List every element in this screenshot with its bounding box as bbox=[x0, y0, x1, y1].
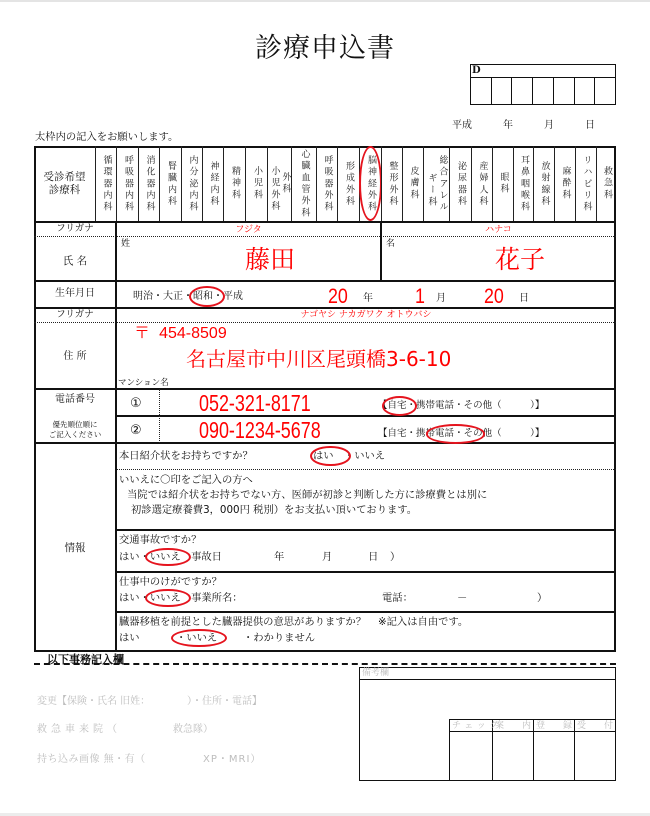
office-change-text-b: ）・住所・電話】 bbox=[187, 696, 262, 707]
name-label: 氏 名 bbox=[62, 255, 88, 267]
option-separator: ・ bbox=[333, 450, 355, 462]
organ-yes[interactable]: はい bbox=[119, 632, 140, 644]
phone-type-2-options bbox=[378, 429, 544, 439]
id-digit-cell[interactable] bbox=[491, 78, 512, 104]
row-divider bbox=[116, 529, 616, 531]
check-table-divider bbox=[574, 719, 575, 781]
row-divider bbox=[34, 280, 616, 282]
era-meiji[interactable]: 明治 bbox=[133, 291, 153, 302]
era-separator: ・ bbox=[183, 291, 193, 302]
department-label: 麻酔科 bbox=[560, 166, 571, 202]
check-table-divider bbox=[533, 719, 534, 781]
id-digit-cell[interactable] bbox=[511, 78, 532, 104]
check-column-registration: 登 録 bbox=[536, 721, 572, 731]
check-cell-reception[interactable] bbox=[576, 733, 615, 780]
mansion-label: マンション名 bbox=[118, 378, 169, 388]
option-separator: ・ bbox=[139, 592, 150, 604]
department-label: 形成外科 bbox=[344, 160, 354, 208]
work-question: 仕事中のけがですか？ bbox=[119, 576, 222, 588]
department-rehabilitation[interactable] bbox=[575, 146, 596, 222]
check-cell-registration[interactable] bbox=[535, 733, 574, 780]
phone-2-type-other[interactable]: その他 bbox=[463, 428, 493, 439]
option-separator: ・ bbox=[176, 632, 187, 644]
birth-day-field[interactable] bbox=[484, 286, 507, 307]
department-label: 耳鼻咽喉科 bbox=[519, 154, 529, 214]
era-heisei[interactable]: 平成 bbox=[223, 291, 243, 302]
family-name-label: 姓 bbox=[121, 239, 131, 249]
organ-question: 臓器移植を前提とした臓器提供の意思がありますか？ bbox=[119, 616, 367, 628]
given-furigana-field[interactable]: ハナコ bbox=[485, 225, 512, 235]
birth-month-field[interactable] bbox=[415, 286, 427, 307]
organ-note: ※記入は自由です。 bbox=[378, 616, 469, 628]
office-name-label: 事業所名： bbox=[180, 592, 243, 604]
birth-year-field[interactable] bbox=[328, 286, 351, 307]
phone-1-type-other[interactable]: その他 bbox=[463, 400, 493, 411]
department-label: 整形外科 bbox=[387, 160, 398, 208]
bracket-open: 【 bbox=[378, 428, 388, 439]
date-year-unit: 年 bbox=[503, 120, 513, 131]
accident-date-label: 事故日 bbox=[180, 551, 222, 563]
given-name-label: 名 bbox=[386, 239, 396, 249]
id-digit-cell[interactable] bbox=[594, 78, 615, 104]
department-pediatric-surgery[interactable] bbox=[267, 146, 291, 222]
other-paren: （ ） bbox=[492, 400, 535, 411]
office-use-dashed-line bbox=[34, 663, 616, 665]
department-label: 消化器内科 bbox=[144, 154, 155, 214]
address-furigana-label: フリガナ bbox=[56, 309, 94, 320]
department-label: 皮膚科 bbox=[408, 166, 419, 202]
phone-note-line1: 優先順位順に bbox=[52, 420, 98, 429]
notice-line1: 当院では紹介状をお持ちでない方、医師が初診と判断した方に診療費とは別に bbox=[127, 489, 488, 501]
given-name-field[interactable]: 花子 bbox=[495, 245, 546, 274]
phone-label: 電話番号 bbox=[55, 394, 95, 405]
form-title: 診療申込書 bbox=[255, 33, 395, 64]
birth-day-value: 20 bbox=[484, 285, 504, 308]
referral-question: 本日紹介状をお持ちですか？ bbox=[119, 450, 253, 462]
era-separator: ・ bbox=[213, 291, 223, 302]
page-edge-top bbox=[0, 0, 650, 2]
department-label: 小児外科 bbox=[269, 165, 280, 213]
department-label: 循環器内科 bbox=[101, 154, 112, 214]
check-column-guidance: 案 内 bbox=[495, 721, 531, 731]
check-cell-check[interactable] bbox=[451, 733, 492, 780]
row-divider bbox=[116, 571, 616, 573]
department-radiology[interactable] bbox=[533, 146, 554, 222]
check-column-reception: 受 付 bbox=[577, 721, 613, 731]
info-label: 情報 bbox=[64, 542, 86, 554]
office-ambulance-text-b: 救急隊） bbox=[173, 724, 213, 735]
era-taisho[interactable]: 大正 bbox=[163, 291, 183, 302]
phone-1-type-mobile[interactable]: 携帯電話 bbox=[416, 400, 455, 411]
phone-number-1-field[interactable] bbox=[199, 392, 342, 416]
type-separator: ・ bbox=[454, 428, 464, 439]
phone-index-1: ① bbox=[130, 396, 142, 411]
department-emergency[interactable] bbox=[596, 146, 616, 222]
birth-day-unit: 日 bbox=[519, 293, 529, 304]
department-label: 放射線科 bbox=[539, 160, 550, 208]
work-options bbox=[119, 593, 243, 603]
phone-2-type-mobile-selected[interactable]: 携帯電話 bbox=[416, 428, 455, 439]
department-endocrinology[interactable] bbox=[181, 146, 202, 222]
birth-label: 生年月日 bbox=[55, 288, 95, 299]
department-header-line2: 診療科 bbox=[48, 184, 81, 196]
office-ambulance-text-a: 救急車来院（ bbox=[37, 724, 121, 735]
organ-unknown[interactable]: ・わかりません bbox=[243, 632, 316, 644]
era-options bbox=[133, 292, 243, 302]
patient-id-cells bbox=[471, 78, 615, 104]
department-label: 泌尿器科 bbox=[456, 160, 466, 208]
accident-day-unit: 日 bbox=[368, 551, 379, 563]
referral-options bbox=[313, 451, 385, 461]
department-dermatology[interactable] bbox=[402, 146, 423, 222]
row-divider-dotted bbox=[34, 236, 616, 237]
department-pediatrics[interactable] bbox=[245, 146, 267, 222]
phone-type-1-options bbox=[378, 401, 544, 411]
department-nephrology[interactable] bbox=[159, 146, 181, 222]
referral-no[interactable]: いいえ bbox=[354, 450, 386, 462]
name-furigana-label: フリガナ bbox=[56, 223, 94, 234]
postal-code-field[interactable] bbox=[134, 325, 227, 342]
work-no-selected[interactable]: いいえ bbox=[149, 592, 181, 604]
bracket-open: 【 bbox=[378, 400, 388, 411]
office-images-text-b: XP・MRI） bbox=[203, 754, 262, 765]
traffic-options bbox=[119, 552, 222, 562]
department-label: 呼吸器内科 bbox=[123, 154, 133, 214]
work-phone-label: 電話： bbox=[382, 592, 413, 604]
department-psychiatry[interactable] bbox=[223, 146, 245, 222]
department-label: 総合アレル bbox=[437, 154, 448, 214]
remarks-header-divider bbox=[359, 679, 616, 680]
era-separator: ・ bbox=[153, 291, 163, 302]
birth-month-value: 1 bbox=[415, 285, 425, 308]
family-furigana-field[interactable]: フジタ bbox=[235, 225, 262, 235]
id-digit-cell[interactable] bbox=[532, 78, 553, 104]
department-plastic-surgery[interactable] bbox=[337, 146, 359, 222]
department-respiratory-medicine[interactable] bbox=[116, 146, 138, 222]
option-separator: ・ bbox=[139, 551, 150, 563]
patient-id-box[interactable] bbox=[470, 64, 616, 105]
birth-month-unit: 月 bbox=[436, 293, 446, 304]
department-orthopedics[interactable] bbox=[381, 146, 402, 222]
row-divider bbox=[116, 611, 616, 613]
row-divider bbox=[34, 307, 616, 309]
department-label-extra: 外科 bbox=[280, 172, 291, 196]
id-digit-cell[interactable] bbox=[553, 78, 574, 104]
department-label: 呼吸器外科 bbox=[322, 154, 333, 214]
address-furigana-field[interactable]: ナゴヤシ ナカガワク オトウバシ bbox=[300, 310, 432, 320]
row-divider-dotted bbox=[116, 469, 616, 470]
postal-mark: 〒 bbox=[134, 323, 151, 342]
remarks-label: 備考欄 bbox=[362, 668, 390, 678]
id-digit-cell[interactable] bbox=[574, 78, 595, 104]
department-label: 産婦人科 bbox=[477, 160, 488, 208]
birth-year-unit: 年 bbox=[363, 293, 373, 304]
department-obstetrics-gynecology[interactable] bbox=[471, 146, 492, 222]
department-label: 腎臓内科 bbox=[166, 160, 176, 208]
check-column-check: チェック bbox=[452, 721, 502, 731]
traffic-question: 交通事故ですか？ bbox=[119, 534, 202, 546]
organ-no-label: いいえ bbox=[186, 632, 218, 644]
department-allergy[interactable] bbox=[423, 146, 449, 222]
department-label: 神経内科 bbox=[208, 160, 219, 208]
type-separator: ・ bbox=[454, 400, 464, 411]
row-divider bbox=[34, 388, 616, 390]
department-header bbox=[34, 146, 95, 222]
phone-index-divider bbox=[159, 389, 160, 443]
traffic-no-selected[interactable]: いいえ bbox=[149, 551, 181, 563]
department-otolaryngology[interactable] bbox=[513, 146, 533, 222]
department-anesthesiology[interactable] bbox=[554, 146, 575, 222]
office-images-text-a: 持ち込み画像 無・有（ bbox=[37, 754, 146, 765]
department-label: 精神科 bbox=[230, 166, 240, 202]
accident-year-unit: 年 bbox=[274, 551, 285, 563]
organ-no-selected[interactable] bbox=[176, 633, 217, 643]
department-thoracic-surgery[interactable] bbox=[316, 146, 337, 222]
bracket-close: 】 bbox=[534, 400, 545, 411]
organ-no-option bbox=[176, 633, 217, 643]
id-digit-cell[interactable] bbox=[471, 78, 491, 104]
office-change-text-a: 変更【保険・氏名 旧姓： bbox=[37, 696, 151, 707]
department-neurology[interactable] bbox=[202, 146, 223, 222]
row-divider bbox=[34, 221, 616, 223]
department-label: 心臓血管外科 bbox=[299, 148, 310, 220]
check-cell-guidance[interactable] bbox=[494, 733, 533, 780]
work-phone-dash: － bbox=[457, 592, 468, 604]
department-label: 内分泌内科 bbox=[187, 154, 198, 214]
patient-id-label: D bbox=[471, 65, 615, 78]
department-neurosurgery-selected[interactable] bbox=[359, 146, 381, 222]
check-table-divider bbox=[449, 719, 450, 781]
department-label: 救急科 bbox=[602, 166, 612, 202]
accident-month-unit: 月 bbox=[322, 551, 333, 563]
family-name-field[interactable]: 藤田 bbox=[245, 245, 296, 274]
address-label: 住 所 bbox=[63, 351, 87, 362]
phone-number-1-value: 052-321-8171 bbox=[199, 390, 311, 416]
row-divider bbox=[116, 415, 616, 417]
department-label: リハビリ科 bbox=[581, 154, 592, 214]
bracket-close: 】 bbox=[534, 428, 545, 439]
department-cardiovascular-medicine[interactable] bbox=[95, 146, 116, 222]
type-separator: ・ bbox=[406, 400, 417, 411]
notice-title: いいえに〇印をご記入の方へ bbox=[119, 474, 253, 486]
phone-1-type-home-selected[interactable]: 自宅 bbox=[387, 400, 407, 411]
department-label: 小児科 bbox=[252, 166, 262, 202]
phone-note-line2: ご記入ください bbox=[48, 430, 102, 439]
phone-number-2-field[interactable] bbox=[199, 419, 355, 443]
date-era: 平成 bbox=[452, 120, 472, 131]
era-showa-selected[interactable]: 昭和 bbox=[193, 291, 213, 302]
birth-year-value: 20 bbox=[328, 285, 348, 308]
row-divider-dotted bbox=[34, 322, 616, 323]
department-gastroenterology[interactable] bbox=[138, 146, 159, 222]
work-close-paren: ） bbox=[537, 592, 548, 604]
referral-yes-selected[interactable]: はい bbox=[313, 450, 334, 462]
phone-2-type-home[interactable]: 自宅 bbox=[387, 428, 407, 439]
department-label: 眼科 bbox=[498, 172, 509, 196]
other-paren: （ ） bbox=[492, 428, 535, 439]
postal-code-value: 454-8509 bbox=[159, 325, 227, 342]
date-month-unit: 月 bbox=[544, 120, 554, 131]
office-use-title: 以下事務記入欄 bbox=[47, 653, 124, 666]
phone-index-2: ② bbox=[130, 423, 142, 438]
traffic-yes[interactable]: はい bbox=[119, 551, 140, 563]
street-address-field[interactable]: 名古屋市中川区尾頭橋3-6-10 bbox=[186, 347, 452, 371]
notice-line2: 初診選定療養費3，000円 税別）をお支払い頂いております。 bbox=[131, 504, 418, 516]
department-urology[interactable] bbox=[449, 146, 471, 222]
department-header-line1: 受診希望 bbox=[43, 171, 86, 183]
phone-number-2-value: 090-1234-5678 bbox=[199, 417, 321, 443]
department-label-second-column: ギー科 bbox=[426, 173, 437, 209]
department-ophthalmology[interactable] bbox=[492, 146, 513, 222]
work-yes[interactable]: はい bbox=[119, 592, 140, 604]
instruction-text: 太枠内の記入をお願いします。 bbox=[35, 131, 179, 143]
department-label: 脳神経外科 bbox=[366, 154, 376, 214]
accident-close-paren: ） bbox=[390, 551, 401, 563]
type-separator: ・ bbox=[406, 428, 417, 439]
department-cardiovascular-surgery[interactable] bbox=[291, 146, 316, 222]
date-day-unit: 日 bbox=[585, 120, 595, 131]
